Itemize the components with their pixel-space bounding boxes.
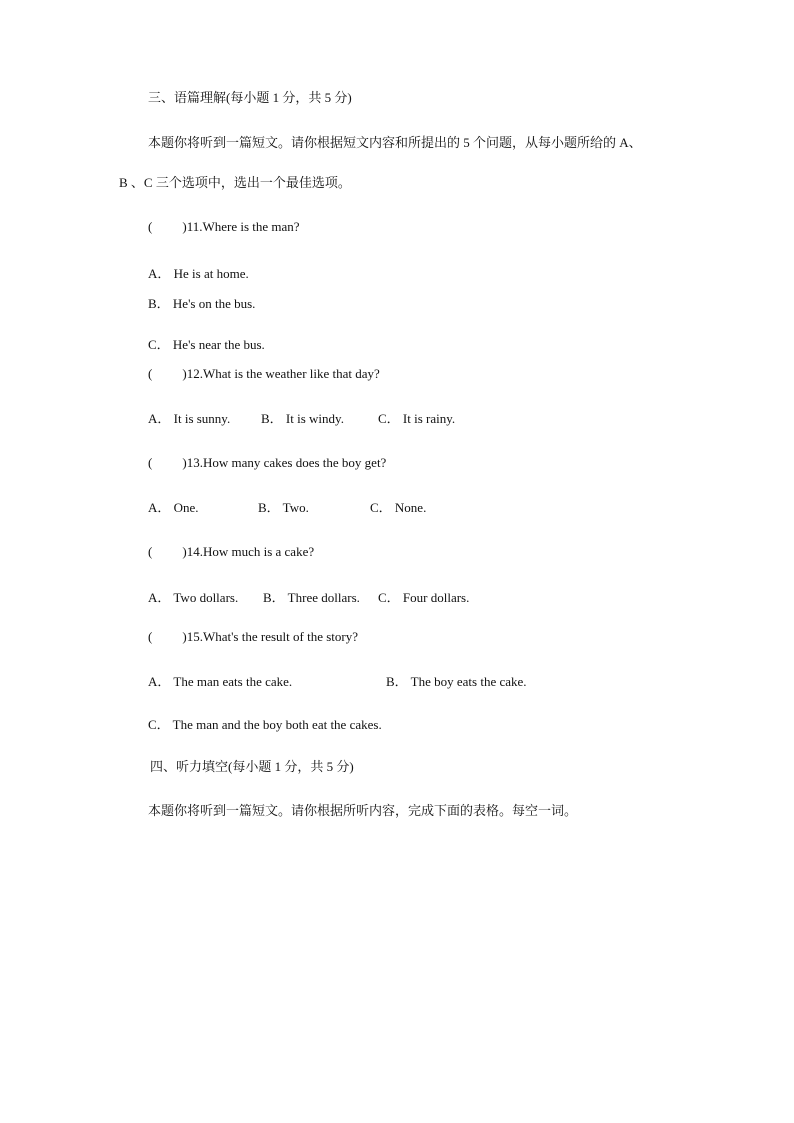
answer-blank[interactable]: ( ) <box>148 544 187 559</box>
answer-blank[interactable]: ( ) <box>148 366 187 381</box>
question-15-option-c: C． The man and the boy both eat the cakes. <box>148 717 382 732</box>
section-4-instruction: 本题你将听到一篇短文。请你根据所听内容，完成下面的表格。每空一词。 <box>148 803 578 818</box>
question-11-option-a: A． He is at home. <box>148 266 249 281</box>
question-14-option-a: A． Two dollars. <box>148 590 239 605</box>
question-11-option-b: B． He's on the bus. <box>148 296 256 311</box>
question-15 <box>148 628 358 646</box>
question-13 <box>148 454 386 472</box>
section-3-instruction-line-1: 本题你将听到一篇短文。请你根据短文内容和所提出的 5 个问题，从每小题所给的 A、 <box>148 135 642 150</box>
question-12-option-a: A． It is sunny. <box>148 411 231 426</box>
section-3-instruction-line-2: B 、C 三个选项中，选出一个最佳选项。 <box>119 175 351 190</box>
answer-blank[interactable]: ( ) <box>148 629 187 644</box>
answer-blank[interactable]: ( ) <box>148 219 187 234</box>
question-13-option-c: C． None. <box>370 500 427 515</box>
question-12 <box>148 365 380 383</box>
question-14 <box>148 543 314 561</box>
question-13-option-b: B． Two. <box>258 500 309 515</box>
question-text: 11.Where is the man? <box>186 219 300 234</box>
question-text: 15.What's the result of the story? <box>186 629 358 644</box>
section-3-heading: 三、语篇理解(每小题 1 分，共 5 分) <box>148 90 352 105</box>
question-11 <box>148 218 300 236</box>
question-12-option-c: C． It is rainy. <box>378 411 456 426</box>
question-14-option-b: B． Three dollars. <box>263 590 360 605</box>
question-13-option-a: A． One. <box>148 500 199 515</box>
question-15-option-a: A． The man eats the cake. <box>148 674 293 689</box>
question-text: 13.How many cakes does the boy get? <box>186 455 387 470</box>
answer-blank[interactable]: ( ) <box>148 455 187 470</box>
question-14-option-c: C． Four dollars. <box>378 590 470 605</box>
question-12-option-b: B． It is windy. <box>261 411 344 426</box>
question-text: 12.What is the weather like that day? <box>186 366 380 381</box>
question-11-option-c: C． He's near the bus. <box>148 337 265 352</box>
question-text: 14.How much is a cake? <box>186 544 315 559</box>
question-15-option-b: B． The boy eats the cake. <box>386 674 527 689</box>
section-4-heading: 四、听力填空(每小题 1 分，共 5 分) <box>150 759 354 774</box>
